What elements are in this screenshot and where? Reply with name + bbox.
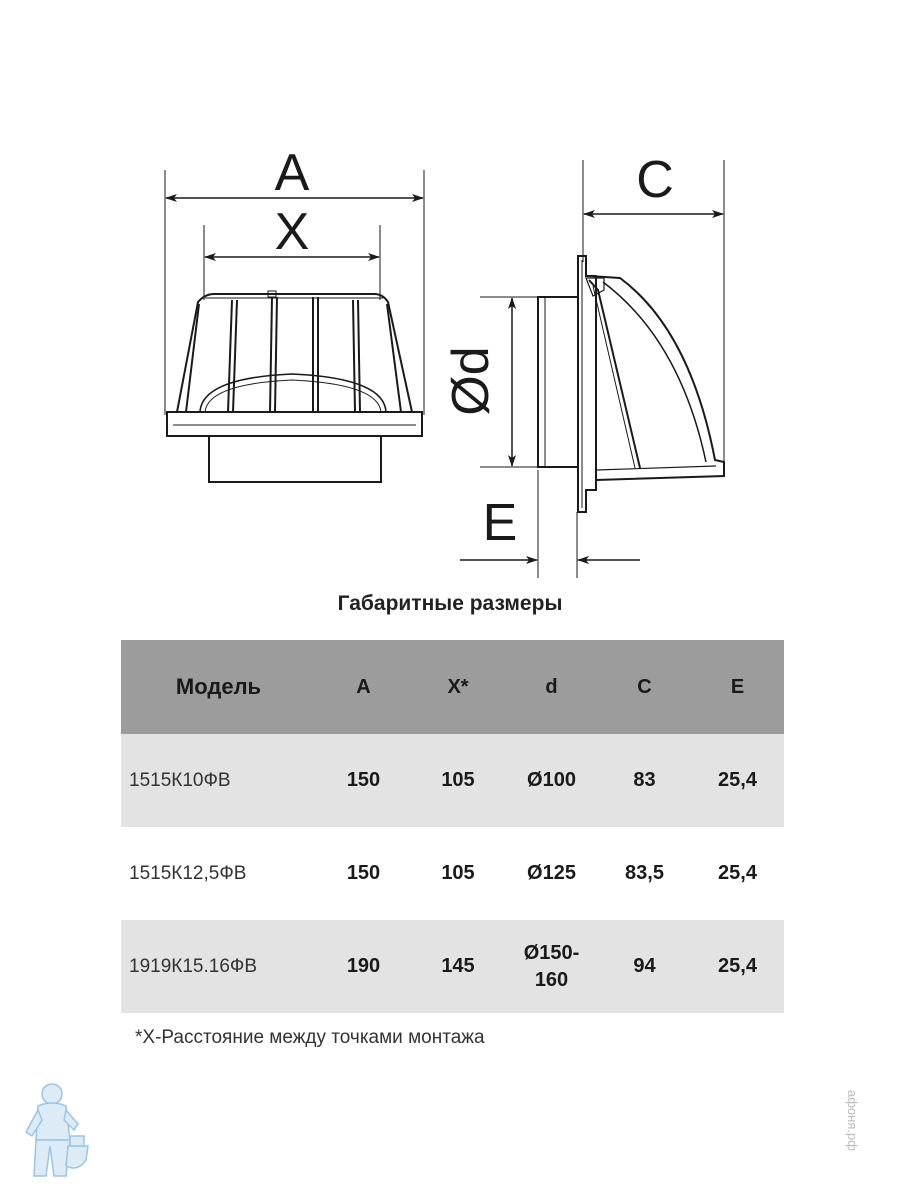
table-row bbox=[121, 920, 784, 1013]
header-x: X* bbox=[447, 675, 469, 698]
header-d: d bbox=[545, 675, 558, 698]
cell-model: 1515К10ФВ bbox=[129, 770, 231, 791]
cell-a: 150 bbox=[346, 769, 381, 791]
cell-d-line1: Ø100 bbox=[527, 769, 576, 791]
cell-d bbox=[505, 920, 598, 1013]
watermark: афоня.рф bbox=[845, 1090, 860, 1151]
cell-e: 25,4 bbox=[718, 955, 757, 977]
dim-label-c: C bbox=[636, 151, 674, 209]
footnote: *X-Расстояние между точками монтажа bbox=[135, 1027, 485, 1048]
cell-a: 190 bbox=[346, 955, 381, 977]
cell-d-line2: 160 bbox=[534, 968, 569, 991]
cell-x: 105 bbox=[441, 769, 475, 791]
dim-label-e: E bbox=[482, 494, 518, 552]
header-model: Модель bbox=[175, 674, 262, 699]
table-row bbox=[121, 734, 784, 827]
cell-a: 150 bbox=[346, 862, 381, 884]
cell-model: 1515К12,5ФВ bbox=[129, 863, 247, 884]
cell-x: 145 bbox=[441, 955, 475, 977]
cell-d-line1: Ø150- bbox=[523, 941, 580, 964]
dimensions-table bbox=[121, 640, 784, 1013]
header-a: A bbox=[356, 675, 371, 698]
cell-d bbox=[505, 827, 598, 920]
cell-c: 94 bbox=[633, 955, 656, 977]
dim-label-d: Ød bbox=[442, 346, 500, 416]
cell-x: 105 bbox=[441, 862, 475, 884]
table-header-row bbox=[121, 640, 784, 734]
cell-e: 25,4 bbox=[718, 862, 757, 884]
cell-e: 25,4 bbox=[718, 769, 757, 791]
cell-c: 83,5 bbox=[625, 862, 664, 884]
plumber-mascot-icon bbox=[22, 1080, 92, 1185]
header-c: C bbox=[637, 675, 652, 698]
cell-d bbox=[505, 734, 598, 827]
dim-label-a: A bbox=[274, 144, 310, 202]
cell-c: 83 bbox=[633, 769, 656, 791]
section-title: Габаритные размеры bbox=[337, 592, 563, 615]
table-row bbox=[121, 827, 784, 920]
dim-label-x: X bbox=[274, 203, 310, 261]
cell-model: 1919К15.16ФВ bbox=[129, 956, 257, 977]
header-e: E bbox=[730, 675, 745, 698]
cell-d-line1: Ø125 bbox=[527, 862, 576, 884]
